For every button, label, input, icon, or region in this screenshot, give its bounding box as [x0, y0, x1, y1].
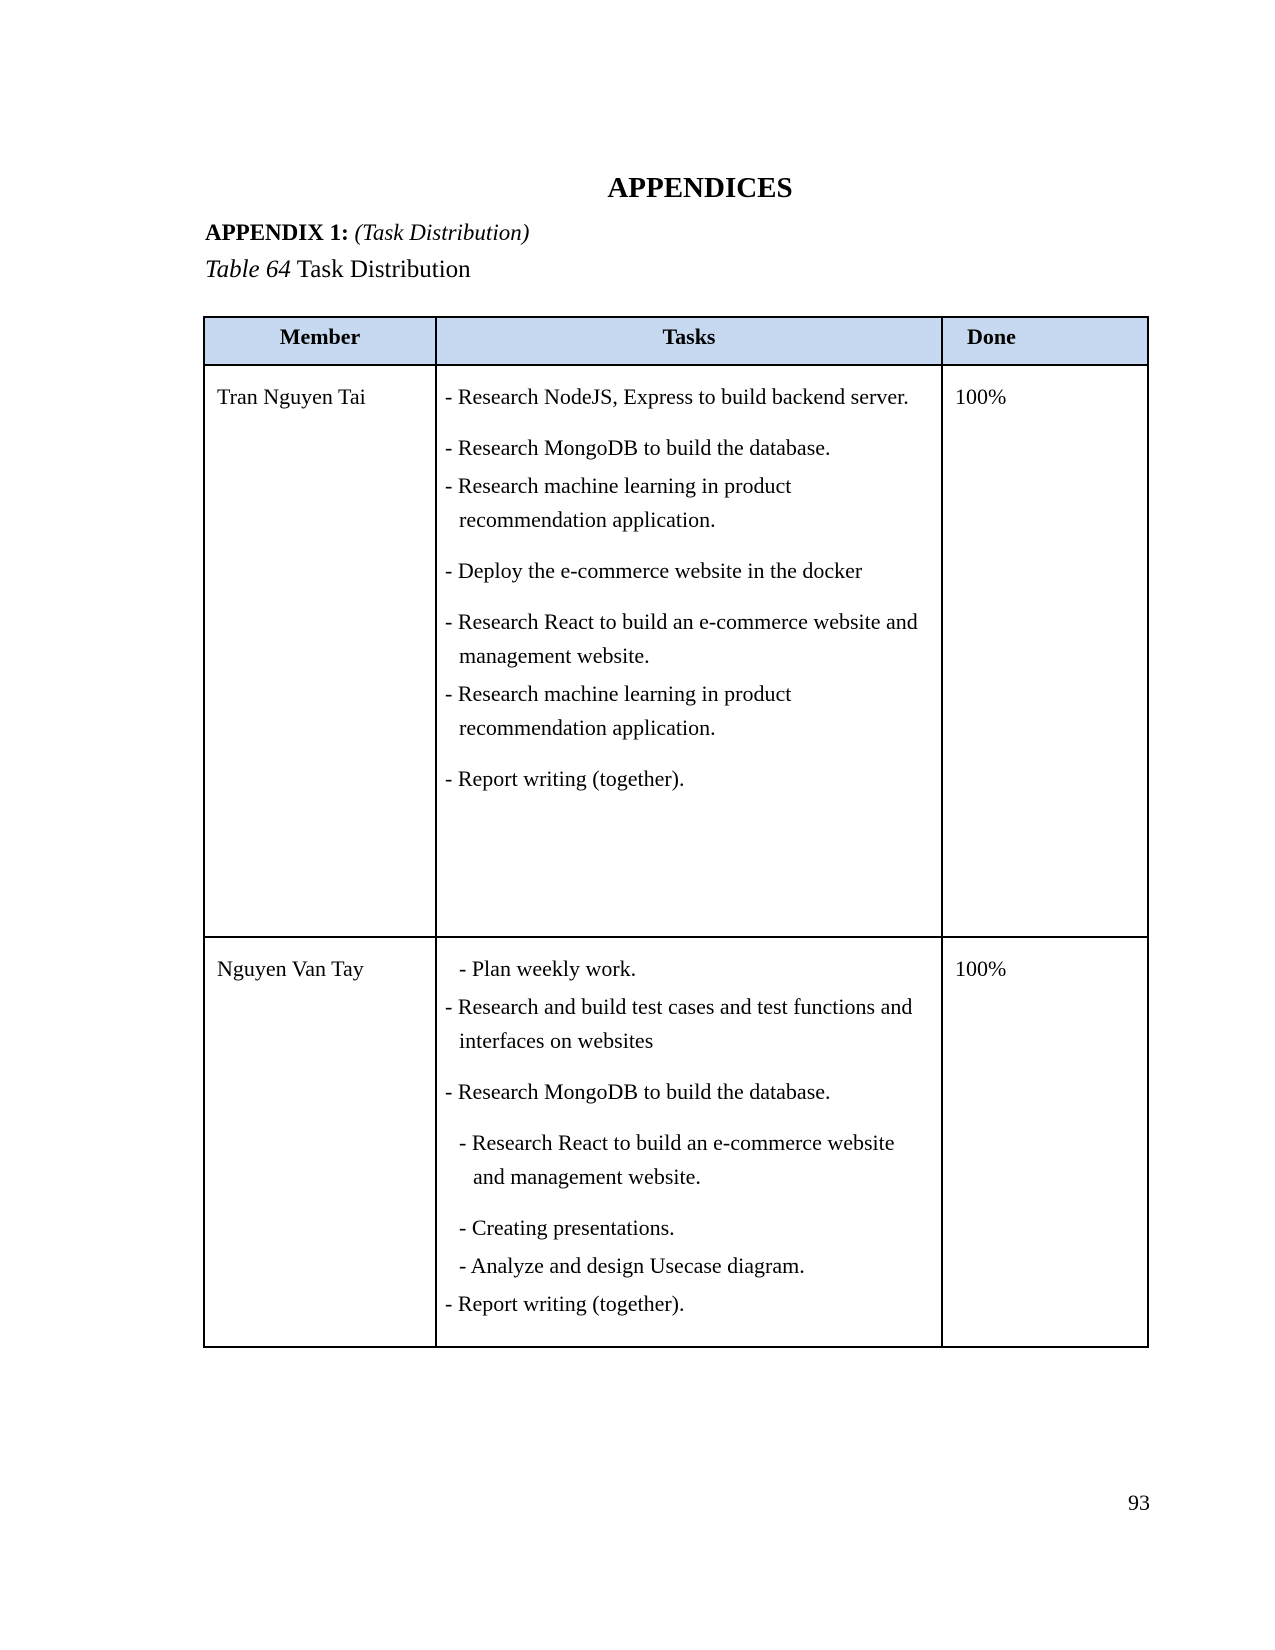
task-distribution-table: [203, 316, 1149, 1348]
appendix-subtitle: (Task Distribution): [354, 220, 530, 245]
done-cell: 100%: [942, 937, 1148, 1347]
task-item: - Research and build test cases and test functions and interfaces on websites: [445, 994, 913, 1053]
task-item: - Report writing (together).: [445, 766, 685, 791]
task-item: - Research React to build an e-commerce website and management website.: [445, 609, 918, 668]
header-tasks: Tasks: [436, 317, 942, 365]
task-item: - Research machine learning in product recommendation application.: [445, 681, 792, 740]
task-item: - Research NodeJS, Express to build backend server.: [445, 384, 909, 409]
task-item: - Plan weekly work.: [459, 956, 637, 981]
table-caption-number: Table 64: [205, 256, 291, 283]
task-item: - Analyze and design Usecase diagram.: [459, 1253, 805, 1278]
task-item: - Research React to build an e-commerce website and management website.: [459, 1130, 895, 1189]
member-cell: Tran Nguyen Tai: [204, 365, 436, 937]
appendix-title: [205, 220, 529, 246]
header-member: Member: [204, 317, 436, 365]
tasks-cell: [436, 365, 942, 937]
header-done: Done: [942, 317, 1148, 365]
table-row: [204, 365, 1148, 937]
page-number: 93: [1128, 1490, 1150, 1515]
done-cell: 100%: [942, 365, 1148, 937]
task-item: - Creating presentations.: [459, 1215, 675, 1240]
task-item: - Deploy the e-commerce website in the docker: [445, 558, 863, 583]
table-caption: [205, 256, 471, 284]
task-item: - Research machine learning in product recommendation application.: [445, 473, 792, 532]
page-heading: APPENDICES: [607, 172, 793, 204]
appendix-label: APPENDIX 1:: [205, 220, 349, 245]
task-item: - Research MongoDB to build the database.: [445, 435, 831, 460]
tasks-cell: [436, 937, 942, 1347]
table-row: [204, 937, 1148, 1347]
task-item: - Report writing (together).: [445, 1291, 685, 1316]
table-header-row: [204, 317, 1148, 365]
table-caption-title: Task Distribution: [296, 256, 471, 283]
task-item: - Research MongoDB to build the database.: [445, 1079, 831, 1104]
member-cell: Nguyen Van Tay: [204, 937, 436, 1347]
